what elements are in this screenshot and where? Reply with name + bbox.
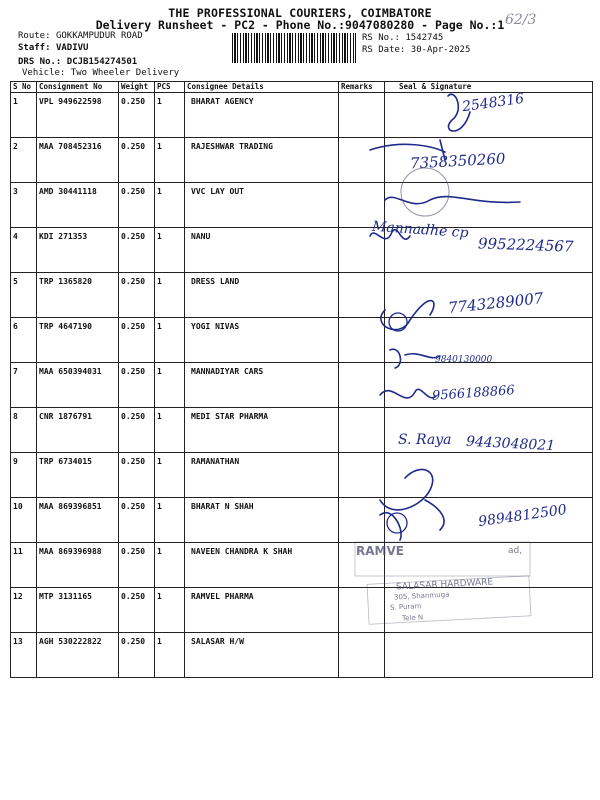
cell-remarks bbox=[339, 633, 385, 678]
rs-date-label: RS Date: bbox=[362, 45, 406, 55]
cell-consignee: VVC LAY OUT bbox=[185, 183, 339, 228]
cell-sno: 2 bbox=[11, 138, 37, 183]
cell-pcs: 1 bbox=[155, 93, 185, 138]
cell-consignment: TRP 4647190 bbox=[37, 318, 119, 363]
cell-consignment: MAA 869396851 bbox=[37, 498, 119, 543]
drs-line bbox=[18, 57, 137, 67]
col-seal-signature: Seal & Signature bbox=[385, 82, 593, 93]
route-label: Route: bbox=[18, 31, 51, 41]
cell-sno: 1 bbox=[11, 93, 37, 138]
table-row bbox=[11, 363, 593, 408]
table-row bbox=[11, 453, 593, 498]
cell-consignment: MAA 869396988 bbox=[37, 543, 119, 588]
cell-pcs: 1 bbox=[155, 183, 185, 228]
cell-consignee: SALASAR H/W bbox=[185, 633, 339, 678]
rs-no-line bbox=[362, 33, 443, 43]
drs-value: DCJB154274501 bbox=[66, 57, 138, 67]
cell-sno: 9 bbox=[11, 453, 37, 498]
cell-consignment: MTP 3131165 bbox=[37, 588, 119, 633]
cell-weight: 0.250 bbox=[119, 588, 155, 633]
col-consignment: Consignment No bbox=[37, 82, 119, 93]
cell-sno: 4 bbox=[11, 228, 37, 273]
cell-consignee: BHARAT N SHAH bbox=[185, 498, 339, 543]
cell-consignment: MAA 708452316 bbox=[37, 138, 119, 183]
cell-signature bbox=[385, 588, 593, 633]
runsheet-table bbox=[10, 81, 593, 678]
cell-signature bbox=[385, 633, 593, 678]
cell-sno: 8 bbox=[11, 408, 37, 453]
cell-pcs: 1 bbox=[155, 498, 185, 543]
handwritten-number-6: 7743289007 bbox=[447, 289, 545, 317]
cell-signature bbox=[385, 138, 593, 183]
cell-remarks bbox=[339, 588, 385, 633]
cell-weight: 0.250 bbox=[119, 318, 155, 363]
handwritten-number-2: 7358350260 bbox=[409, 149, 506, 173]
handwritten-number-8: 9566188866 bbox=[431, 383, 516, 404]
cell-pcs: 1 bbox=[155, 363, 185, 408]
cell-remarks bbox=[339, 183, 385, 228]
cell-weight: 0.250 bbox=[119, 633, 155, 678]
runsheet-subtitle: Delivery Runsheet - PC2 - Phone No.:9047080280 - Page No.:1 bbox=[95, 18, 505, 32]
cell-signature bbox=[385, 543, 593, 588]
cell-sno: 5 bbox=[11, 273, 37, 318]
rs-date-value: 30-Apr-2025 bbox=[410, 45, 471, 55]
cell-weight: 0.250 bbox=[119, 228, 155, 273]
staff-line bbox=[18, 43, 88, 53]
cell-sno: 7 bbox=[11, 363, 37, 408]
cell-signature bbox=[385, 90, 593, 138]
vehicle-line bbox=[22, 68, 179, 78]
cell-signature bbox=[385, 273, 593, 318]
col-consignee: Consignee Details bbox=[185, 82, 339, 93]
cell-weight: 0.250 bbox=[119, 453, 155, 498]
cell-remarks bbox=[339, 318, 385, 363]
cell-signature bbox=[385, 318, 593, 363]
handwritten-number-7: 9840130000 bbox=[435, 355, 493, 365]
col-pcs: PCS bbox=[155, 82, 185, 93]
stamp-text-13d: Tele N bbox=[401, 613, 424, 623]
rs-no-label: RS No.: bbox=[362, 33, 400, 43]
handwritten-page-mark: 62/3 bbox=[505, 12, 537, 28]
cell-sno: 10 bbox=[11, 498, 37, 543]
cell-consignment: KDI 271353 bbox=[37, 228, 119, 273]
handwritten-name-9: S. Raya bbox=[398, 432, 452, 448]
stamp-text-13b: 305, Shanmuga bbox=[393, 590, 450, 602]
company-title: THE PROFESSIONAL COURIERS, COIMBATORE bbox=[168, 6, 432, 20]
staff-label: Staff: bbox=[18, 43, 51, 53]
cell-consignee: YOGI NIVAS bbox=[185, 318, 339, 363]
table-row bbox=[11, 543, 593, 588]
rs-no-value: 1542745 bbox=[405, 33, 444, 43]
cell-remarks bbox=[339, 138, 385, 183]
cell-consignee: DRESS LAND bbox=[185, 273, 339, 318]
cell-weight: 0.250 bbox=[119, 93, 155, 138]
table-header-row bbox=[11, 82, 593, 93]
cell-remarks bbox=[339, 408, 385, 453]
cell-consignment: VPL 949622598 bbox=[37, 93, 119, 138]
cell-consignment: AMD 30441118 bbox=[37, 183, 119, 228]
cell-weight: 0.250 bbox=[119, 498, 155, 543]
cell-pcs: 1 bbox=[155, 138, 185, 183]
cell-weight: 0.250 bbox=[119, 183, 155, 228]
table-row bbox=[11, 138, 593, 183]
cell-consignee: MEDI STAR PHARMA bbox=[185, 408, 339, 453]
cell-remarks bbox=[339, 543, 385, 588]
cell-signature bbox=[385, 408, 593, 453]
table-row bbox=[11, 408, 593, 453]
col-sno: S No bbox=[11, 82, 37, 93]
staff-value: VADIVU bbox=[55, 43, 89, 53]
stamp-text-12: RAMVE bbox=[356, 544, 404, 558]
rs-date-line bbox=[362, 45, 470, 55]
handwritten-number-11: 9894812500 bbox=[477, 501, 568, 531]
cell-pcs: 1 bbox=[155, 543, 185, 588]
cell-pcs: 1 bbox=[155, 633, 185, 678]
cell-remarks bbox=[339, 363, 385, 408]
cell-pcs: 1 bbox=[155, 228, 185, 273]
cell-pcs: 1 bbox=[155, 273, 185, 318]
handwritten-number-1: 2548316 bbox=[461, 90, 526, 116]
cell-pcs: 1 bbox=[155, 453, 185, 498]
cell-signature bbox=[385, 228, 593, 273]
barcode bbox=[232, 33, 356, 63]
cell-weight: 0.250 bbox=[119, 273, 155, 318]
table-row bbox=[11, 93, 593, 138]
cell-consignment: TRP 6734015 bbox=[37, 453, 119, 498]
cell-remarks bbox=[339, 453, 385, 498]
stamp-text-13c: S. Puram bbox=[389, 602, 422, 612]
cell-consignee: RAJESHWAR TRADING bbox=[185, 138, 339, 183]
stamp-text-12b: ad, bbox=[508, 546, 523, 556]
col-weight: Weight bbox=[119, 82, 155, 93]
drs-label: DRS No.: bbox=[18, 57, 62, 67]
table-row bbox=[11, 633, 593, 678]
table-row bbox=[11, 588, 593, 633]
cell-sno: 13 bbox=[11, 633, 37, 678]
cell-pcs: 1 bbox=[155, 588, 185, 633]
cell-signature bbox=[385, 453, 593, 498]
cell-sno: 6 bbox=[11, 318, 37, 363]
cell-signature bbox=[385, 363, 593, 408]
cell-consignee: RAMANATHAN bbox=[185, 453, 339, 498]
route-line bbox=[18, 31, 143, 41]
table-row bbox=[11, 318, 593, 363]
cell-weight: 0.250 bbox=[119, 363, 155, 408]
table-row bbox=[11, 183, 593, 228]
col-remarks: Remarks bbox=[339, 82, 385, 93]
cell-weight: 0.250 bbox=[119, 543, 155, 588]
cell-remarks bbox=[339, 228, 385, 273]
cell-pcs: 1 bbox=[155, 408, 185, 453]
cell-consignee: RAMVEL PHARMA bbox=[185, 588, 339, 633]
cell-sno: 11 bbox=[11, 543, 37, 588]
handwritten-number-9: 9443048021 bbox=[465, 433, 556, 455]
handwritten-number-4: 9952224567 bbox=[477, 234, 574, 256]
route-value: GOKKAMPUDUR ROAD bbox=[55, 31, 143, 41]
cell-consignee: MANNADIYAR CARS bbox=[185, 363, 339, 408]
table-row bbox=[11, 228, 593, 273]
table-row bbox=[11, 498, 593, 543]
cell-consignment: CNR 1876791 bbox=[37, 408, 119, 453]
cell-consignee: BHARAT AGENCY bbox=[185, 93, 339, 138]
cell-remarks bbox=[339, 273, 385, 318]
cell-consignment: TRP 1365820 bbox=[37, 273, 119, 318]
handwritten-name-4: Mannadhe cp bbox=[371, 218, 470, 242]
cell-pcs: 1 bbox=[155, 318, 185, 363]
cell-weight: 0.250 bbox=[119, 138, 155, 183]
cell-signature bbox=[385, 498, 593, 543]
cell-weight: 0.250 bbox=[119, 408, 155, 453]
cell-sno: 12 bbox=[11, 588, 37, 633]
cell-consignment: MAA 650394031 bbox=[37, 363, 119, 408]
cell-consignment: AGH 530222822 bbox=[37, 633, 119, 678]
cell-remarks bbox=[339, 498, 385, 543]
cell-sno: 3 bbox=[11, 183, 37, 228]
table-row bbox=[11, 273, 593, 318]
vehicle-label: Vehicle: bbox=[22, 68, 66, 78]
cell-remarks bbox=[339, 93, 385, 138]
vehicle-value: Two Wheeler Delivery bbox=[70, 68, 180, 78]
stamp-text-13: SALASAR HARDWARE bbox=[395, 577, 494, 593]
cell-consignee: NANU bbox=[185, 228, 339, 273]
cell-consignee: NAVEEN CHANDRA K SHAH bbox=[185, 543, 339, 588]
cell-signature bbox=[385, 183, 593, 228]
